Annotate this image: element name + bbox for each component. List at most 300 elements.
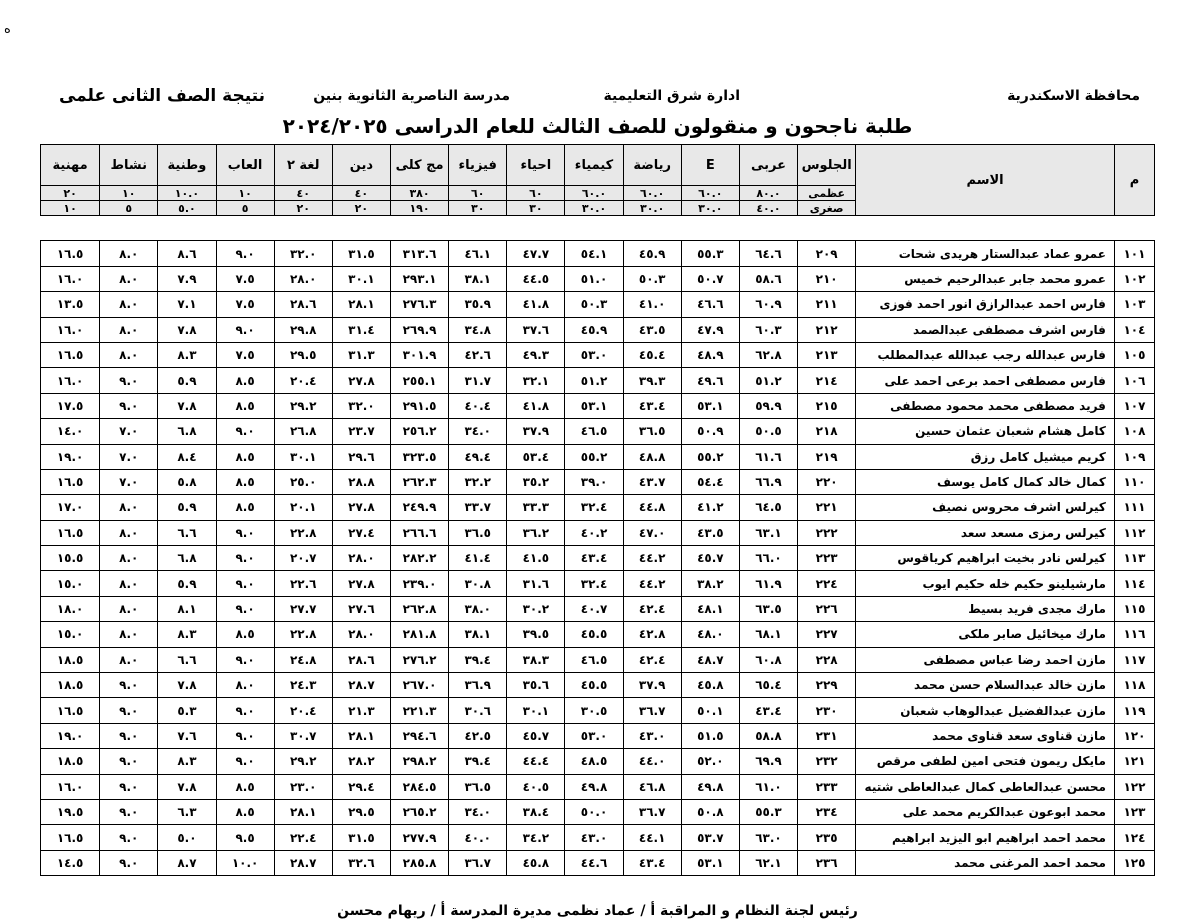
grade-cell: ٨.٠	[100, 292, 158, 317]
student-name: عمرو محمد جابر عبدالرحيم خميس	[856, 266, 1115, 291]
grade-cell: ٥١.٠	[565, 266, 623, 291]
spacer-cell	[41, 216, 1155, 241]
grade-cell: ٤٤.٤	[507, 749, 565, 774]
grade-cell: ٨.٠	[100, 266, 158, 291]
grade-cell: ٢٥٦.٢	[390, 419, 448, 444]
grade-cell: ٦٣.٠	[739, 825, 797, 850]
seat-number: ٢٢٨	[798, 647, 856, 672]
grade-cell: ٥٢.٠	[681, 749, 739, 774]
grade-cell: ٢٩.٥	[274, 342, 332, 367]
grade-cell: ٢٧.٧	[274, 596, 332, 621]
table-body	[41, 216, 1155, 876]
grade-cell: ٩.٠	[216, 241, 274, 266]
student-name: مارك ميخائيل صابر ملكى	[856, 622, 1115, 647]
table-row	[41, 596, 1155, 621]
seat-number: ٢٣١	[798, 723, 856, 748]
administration-label: ادارة شرق التعليمية	[603, 88, 740, 104]
grade-cell: ٨.٥	[216, 444, 274, 469]
grade-cell: ٢٧.٤	[332, 520, 390, 545]
grade-cell: ٤٩.٨	[565, 774, 623, 799]
grade-cell: ٦٣.١	[739, 520, 797, 545]
grade-cell: ٤٣.٠	[565, 825, 623, 850]
seat-number: ٢٣٤	[798, 799, 856, 824]
max-score: ٤٠	[332, 186, 390, 201]
grade-cell: ٥.٩	[158, 495, 216, 520]
max-score: ٦٠	[507, 186, 565, 201]
grade-cell: ٢٩.٤	[332, 774, 390, 799]
min-score: ١٩٠	[390, 201, 448, 216]
grade-cell: ٣٠.٨	[449, 571, 507, 596]
grade-cell: ٣٤.٨	[449, 317, 507, 342]
grade-cell: ٣٤.٠	[449, 799, 507, 824]
school-label: مدرسة الناصرية الثانوية بنين	[313, 88, 510, 104]
table-row	[41, 393, 1155, 418]
grade-cell: ٤٣.٤	[623, 850, 681, 875]
grade-cell: ٥٠.١	[681, 698, 739, 723]
grade-cell: ٥١.٢	[565, 368, 623, 393]
corner-mark: ه	[4, 22, 11, 37]
max-score: ٤٠	[274, 186, 332, 201]
student-name: فارس عبدالله رجب عبدالله عبدالمطلب	[856, 342, 1115, 367]
grade-cell: ٢٦٥.٢	[390, 799, 448, 824]
grade-cell: ٢٨١.٨	[390, 622, 448, 647]
grade-cell: ٢٤.٣	[274, 673, 332, 698]
grade-cell: ٣٨.١	[449, 266, 507, 291]
grade-cell: ٣٠.٢	[507, 596, 565, 621]
max-score: ٦٠.٠	[565, 186, 623, 201]
grade-cell: ٢٦٦.٦	[390, 520, 448, 545]
grade-cell: ٦٥.٤	[739, 673, 797, 698]
grade-cell: ٣٩.٤	[449, 749, 507, 774]
grade-cell: ٢٥٥.١	[390, 368, 448, 393]
col-header-subject: كيمياء	[565, 145, 623, 186]
grade-cell: ٥٤.١	[565, 241, 623, 266]
grade-cell: ١٩.٥	[41, 799, 100, 824]
student-name: كيرلس رمزى مسعد سعد	[856, 520, 1115, 545]
table-row	[41, 774, 1155, 799]
grade-cell: ١٦.٥	[41, 342, 100, 367]
grade-cell: ١٦.٥	[41, 469, 100, 494]
grade-cell: ٨.٦	[158, 241, 216, 266]
student-name: كامل هشام شعبان عثمان حسين	[856, 419, 1115, 444]
col-header-subject: نشاط	[100, 145, 158, 186]
min-label: صغرى	[798, 201, 856, 216]
grade-cell: ٥٠.٠	[565, 799, 623, 824]
grade-cell: ٢٨٤.٥	[390, 774, 448, 799]
student-name: فارس مصطفى احمد برعى احمد على	[856, 368, 1115, 393]
grade-cell: ٤٣.٤	[623, 393, 681, 418]
grade-cell: ٣٦.٧	[623, 799, 681, 824]
grade-cell: ٩.٠	[216, 596, 274, 621]
col-header-subject: احياء	[507, 145, 565, 186]
grade-cell: ٣٩.٥	[507, 622, 565, 647]
grade-cell: ٥.٩	[158, 571, 216, 596]
max-score: ٦٠.٠	[681, 186, 739, 201]
grade-cell: ٣٦.٥	[449, 774, 507, 799]
seat-number: ٢٢٦	[798, 596, 856, 621]
row-number: ١١٦	[1114, 622, 1154, 647]
grade-cell: ٨.٣	[158, 749, 216, 774]
table-row	[41, 546, 1155, 571]
grade-cell: ٥٣.٤	[507, 444, 565, 469]
table-header	[41, 145, 1155, 216]
grade-cell: ٢٩.٥	[332, 799, 390, 824]
grade-cell: ٤٧.٠	[623, 520, 681, 545]
grade-cell: ٢٧٧.٩	[390, 825, 448, 850]
grade-cell: ٩.٠	[100, 673, 158, 698]
min-score: ٣٠	[507, 201, 565, 216]
grade-cell: ٧.٨	[158, 393, 216, 418]
grade-cell: ٥.٣	[158, 698, 216, 723]
table-row	[41, 444, 1155, 469]
grade-cell: ٤٦.٥	[565, 647, 623, 672]
grade-cell: ٢٨.٨	[332, 469, 390, 494]
grade-cell: ٢٨.٢	[332, 749, 390, 774]
grade-cell: ٤٣.٧	[623, 469, 681, 494]
row-number: ١٠٢	[1114, 266, 1154, 291]
min-score: ٢٠	[274, 201, 332, 216]
grade-cell: ١٤.٥	[41, 850, 100, 875]
min-score: ٣٠.٠	[623, 201, 681, 216]
grade-cell: ٢٤.٨	[274, 647, 332, 672]
grade-cell: ٤٥.٥	[565, 622, 623, 647]
seat-number: ٢٢٤	[798, 571, 856, 596]
grade-cell: ٢٨.١	[332, 723, 390, 748]
seat-number: ٢١٤	[798, 368, 856, 393]
grade-cell: ٤٤.٥	[507, 266, 565, 291]
grade-cell: ٨.٠	[100, 571, 158, 596]
grade-cell: ٤٠.٠	[449, 825, 507, 850]
grade-cell: ٧.٩	[158, 266, 216, 291]
grade-cell: ٨.٠	[100, 241, 158, 266]
grade-cell: ٣١.٥	[332, 241, 390, 266]
grade-cell: ٩.٠	[216, 571, 274, 596]
grade-cell: ٧.٨	[158, 673, 216, 698]
grade-cell: ١٨.٥	[41, 647, 100, 672]
grade-cell: ٤٩.٣	[507, 342, 565, 367]
grade-cell: ٥٣.١	[681, 850, 739, 875]
grade-cell: ٤٥.٤	[623, 342, 681, 367]
grade-cell: ٣٢.٠	[274, 241, 332, 266]
col-header-m: م	[1114, 145, 1154, 216]
col-header-subject: وطنية	[158, 145, 216, 186]
grade-cell: ١٩.٠	[41, 444, 100, 469]
grade-cell: ٣٨.٣	[507, 647, 565, 672]
col-header-subject: دين	[332, 145, 390, 186]
grade-cell: ٢٠.٤	[274, 368, 332, 393]
row-number: ١٢٢	[1114, 774, 1154, 799]
table-row	[41, 266, 1155, 291]
signatures-footer: رئيس لجنة النظام و المراقبة أ / عماد نظمى مديرة المدرسة أ / ريهام محسن	[337, 903, 858, 919]
grade-cell: ٣١٣.٦	[390, 241, 448, 266]
grade-cell: ٨.٠	[100, 546, 158, 571]
grade-cell: ٢٢.٨	[274, 622, 332, 647]
seat-number: ٢٢٣	[798, 546, 856, 571]
max-label: عظمى	[798, 186, 856, 201]
grade-cell: ٥٥.٣	[681, 241, 739, 266]
grades-table	[40, 144, 1155, 876]
grade-cell: ٣٨.٢	[681, 571, 739, 596]
grade-cell: ٤١.٠	[623, 292, 681, 317]
grade-cell: ٤٠.٧	[565, 596, 623, 621]
grade-cell: ٣٠.١	[274, 444, 332, 469]
grade-cell: ٤٤.٨	[623, 495, 681, 520]
grade-cell: ٤٦.٥	[565, 419, 623, 444]
grade-cell: ٣٩.٣	[623, 368, 681, 393]
grade-cell: ٢٧.٨	[332, 368, 390, 393]
grade-cell: ٣٠١.٩	[390, 342, 448, 367]
table-row	[41, 469, 1155, 494]
student-name: كمال خالد كمال كامل يوسف	[856, 469, 1115, 494]
row-number: ١٢١	[1114, 749, 1154, 774]
table-row	[41, 241, 1155, 266]
grade-cell: ٨.٠	[100, 596, 158, 621]
grade-cell: ٨.٥	[216, 799, 274, 824]
header-row-subjects	[41, 145, 1155, 186]
row-number: ١١٨	[1114, 673, 1154, 698]
grade-cell: ٣٢.٠	[332, 393, 390, 418]
grade-cell: ١٣.٥	[41, 292, 100, 317]
col-header-subject: فيزياء	[449, 145, 507, 186]
grade-cell: ٦.٦	[158, 520, 216, 545]
grade-cell: ١٦.٥	[41, 520, 100, 545]
grade-cell: ٩.٠	[100, 368, 158, 393]
grade-cell: ١٦.٠	[41, 266, 100, 291]
grade-cell: ١٦.٠	[41, 317, 100, 342]
grade-cell: ٢٥.٠	[274, 469, 332, 494]
max-score: ٢٠	[41, 186, 100, 201]
grade-cell: ٢٦.٨	[274, 419, 332, 444]
grade-cell: ١٨.٠	[41, 596, 100, 621]
grade-cell: ٤٤.١	[623, 825, 681, 850]
grade-cell: ٨.٠	[100, 317, 158, 342]
table-row	[41, 622, 1155, 647]
student-name: محمد ابوعون عبدالكريم محمد على	[856, 799, 1115, 824]
min-score: ٣٠	[449, 201, 507, 216]
grade-cell: ١٦.٥	[41, 698, 100, 723]
grade-cell: ٦٢.١	[739, 850, 797, 875]
grade-cell: ٤٤.٢	[623, 571, 681, 596]
grade-cell: ٢٩.٢	[274, 393, 332, 418]
seat-number: ٢١٥	[798, 393, 856, 418]
max-score: ٦٠	[449, 186, 507, 201]
grade-cell: ٥١.٢	[739, 368, 797, 393]
student-name: مارشيلينو حكيم خله حكيم ايوب	[856, 571, 1115, 596]
grade-cell: ٦٢.٨	[739, 342, 797, 367]
grade-cell: ٢٧.٦	[332, 596, 390, 621]
table-row	[41, 495, 1155, 520]
grade-cell: ٤٧.٧	[507, 241, 565, 266]
grade-cell: ٤٨.٧	[681, 647, 739, 672]
grade-cell: ٣١.٣	[332, 342, 390, 367]
grade-cell: ٢٩.٢	[274, 749, 332, 774]
table-row	[41, 419, 1155, 444]
seat-number: ٢٣٥	[798, 825, 856, 850]
row-number: ١٠٩	[1114, 444, 1154, 469]
grade-cell: ٥٣.٠	[565, 723, 623, 748]
grade-cell: ٥٠.٥	[739, 419, 797, 444]
min-score: ١٠	[41, 201, 100, 216]
grade-cell: ٤٨.٨	[623, 444, 681, 469]
grade-cell: ٤٢.٤	[623, 596, 681, 621]
grade-cell: ٢٣.٧	[332, 419, 390, 444]
max-score: ١٠	[216, 186, 274, 201]
grade-cell: ٣١.٤	[332, 317, 390, 342]
grade-cell: ٢١.٣	[332, 698, 390, 723]
col-header-subject: E	[681, 145, 739, 186]
grade-cell: ٢٣.٠	[274, 774, 332, 799]
grade-cell: ٩.٠	[100, 393, 158, 418]
grade-cell: ٤٩.٤	[449, 444, 507, 469]
row-number: ١٠٨	[1114, 419, 1154, 444]
seat-number: ٢١٠	[798, 266, 856, 291]
grade-cell: ٥٠.٩	[681, 419, 739, 444]
seat-number: ٢٢٧	[798, 622, 856, 647]
student-name: فارس احمد عبدالرازق انور احمد فوزى	[856, 292, 1115, 317]
grade-cell: ٣٠.٧	[274, 723, 332, 748]
grade-cell: ١٨.٥	[41, 749, 100, 774]
grade-cell: ٤١.٢	[681, 495, 739, 520]
grade-cell: ٦٣.٥	[739, 596, 797, 621]
max-score: ١٠.٠	[158, 186, 216, 201]
table-row	[41, 698, 1155, 723]
grade-cell: ٣٠.٥	[565, 698, 623, 723]
grade-cell: ٥٨.٦	[739, 266, 797, 291]
grade-cell: ٩.٠	[216, 749, 274, 774]
student-name: محسن عبدالعاطى كمال عبدالعاطى شتيه	[856, 774, 1115, 799]
grade-cell: ٣٢.٢	[449, 469, 507, 494]
grade-cell: ٦١.٠	[739, 774, 797, 799]
grade-cell: ٣٥.٦	[507, 673, 565, 698]
student-name: مازن قناوى سعد قناوى محمد	[856, 723, 1115, 748]
grade-cell: ٢٦٩.٩	[390, 317, 448, 342]
grade-cell: ٧.٦	[158, 723, 216, 748]
grade-cell: ٤٥.٩	[623, 241, 681, 266]
grade-cell: ٥٣.١	[565, 393, 623, 418]
seat-number: ٢٣٠	[798, 698, 856, 723]
grade-cell: ٩.٠	[100, 698, 158, 723]
grade-cell: ٩.٠	[216, 723, 274, 748]
seat-number: ٢١٣	[798, 342, 856, 367]
col-header-subject: رياضة	[623, 145, 681, 186]
grade-cell: ٢٨٢.٢	[390, 546, 448, 571]
seat-number: ٢١٢	[798, 317, 856, 342]
seat-number: ٢١٩	[798, 444, 856, 469]
grade-cell: ٦.٦	[158, 647, 216, 672]
grade-cell: ٤٢.٥	[449, 723, 507, 748]
grade-cell: ٣٦.٧	[623, 698, 681, 723]
grade-cell: ٦٤.٦	[739, 241, 797, 266]
grade-cell: ٣١.٧	[449, 368, 507, 393]
grade-cell: ٢٦٢.٨	[390, 596, 448, 621]
row-number: ١١٢	[1114, 520, 1154, 545]
grade-cell: ٢٨.١	[332, 292, 390, 317]
student-name: مازن عبدالفضيل عبدالوهاب شعبان	[856, 698, 1115, 723]
grade-cell: ٢٧.٨	[332, 495, 390, 520]
grade-cell: ٨.٧	[158, 850, 216, 875]
col-header-subject: العاب	[216, 145, 274, 186]
grade-cell: ٤٨.٩	[681, 342, 739, 367]
table-row	[41, 723, 1155, 748]
grade-cell: ٣١.٦	[507, 571, 565, 596]
grade-cell: ٢٧٦.٣	[390, 292, 448, 317]
row-number: ١٠٦	[1114, 368, 1154, 393]
grade-cell: ٣٦.٥	[449, 520, 507, 545]
grade-cell: ٤٣.٤	[739, 698, 797, 723]
grade-cell: ٢٧.٨	[332, 571, 390, 596]
grade-cell: ٥٠.٣	[565, 292, 623, 317]
grade-cell: ٦٦.٩	[739, 469, 797, 494]
grade-cell: ٢٢.٤	[274, 825, 332, 850]
student-name: فريد مصطفى محمد محمود مصطفى	[856, 393, 1115, 418]
grade-cell: ٣٢.٤	[565, 495, 623, 520]
grade-cell: ٢٠.٧	[274, 546, 332, 571]
grade-cell: ٤٢.٨	[623, 622, 681, 647]
min-score: ٥	[216, 201, 274, 216]
grade-cell: ٢٨.٧	[274, 850, 332, 875]
student-name: كريم ميشيل كامل رزق	[856, 444, 1115, 469]
grade-cell: ٥٠.٨	[681, 799, 739, 824]
grade-cell: ٤٥.٨	[507, 850, 565, 875]
grade-cell: ٨.٥	[216, 368, 274, 393]
grade-cell: ٤٠.٢	[565, 520, 623, 545]
grade-cell: ٦٦.٠	[739, 546, 797, 571]
grade-cell: ٦.٨	[158, 546, 216, 571]
row-number: ١١٥	[1114, 596, 1154, 621]
grade-cell: ٤٧.٩	[681, 317, 739, 342]
row-number: ١٠٧	[1114, 393, 1154, 418]
max-score: ٨٠.٠	[739, 186, 797, 201]
grade-cell: ٢٨.١	[274, 799, 332, 824]
table-row	[41, 571, 1155, 596]
grade-cell: ٥٥.٢	[565, 444, 623, 469]
grade-cell: ٣٠.٦	[449, 698, 507, 723]
grade-cell: ٤٩.٨	[681, 774, 739, 799]
table-row	[41, 520, 1155, 545]
seat-number: ٢٢٢	[798, 520, 856, 545]
grade-cell: ١٥.٥	[41, 546, 100, 571]
grade-cell: ٣٥.٩	[449, 292, 507, 317]
grade-cell: ٤٥.٩	[565, 317, 623, 342]
grade-cell: ٤٨.٠	[681, 622, 739, 647]
col-header-subject: مهنية	[41, 145, 100, 186]
grade-cell: ٢٢.٦	[274, 571, 332, 596]
grade-cell: ٣٤.٢	[507, 825, 565, 850]
grade-cell: ٦١.٦	[739, 444, 797, 469]
grade-cell: ٤١.٨	[507, 393, 565, 418]
grade-cell: ٨.٠	[100, 622, 158, 647]
seat-number: ٢٠٩	[798, 241, 856, 266]
grade-cell: ٨.٠	[100, 647, 158, 672]
grade-cell: ٨.٠	[100, 495, 158, 520]
grade-cell: ٦.٨	[158, 419, 216, 444]
student-name: محمد احمد ابراهيم ابو اليزيد ابراهيم	[856, 825, 1115, 850]
grade-cell: ٣٢.١	[507, 368, 565, 393]
table-row	[41, 673, 1155, 698]
grade-cell: ٨.٥	[216, 393, 274, 418]
grade-cell: ٨.٣	[158, 342, 216, 367]
grade-cell: ٣٣.٣	[507, 495, 565, 520]
grade-cell: ٧.٠	[100, 419, 158, 444]
grade-cell: ٤٤.٢	[623, 546, 681, 571]
grade-cell: ١٦.٠	[41, 774, 100, 799]
row-number: ١١٩	[1114, 698, 1154, 723]
student-name: مازن خالد عبدالسلام حسن محمد	[856, 673, 1115, 698]
grade-cell: ١٥.٠	[41, 622, 100, 647]
min-score: ٤٠.٠	[739, 201, 797, 216]
grade-cell: ٢٨.٦	[332, 647, 390, 672]
grade-cell: ٤٣.٥	[681, 520, 739, 545]
